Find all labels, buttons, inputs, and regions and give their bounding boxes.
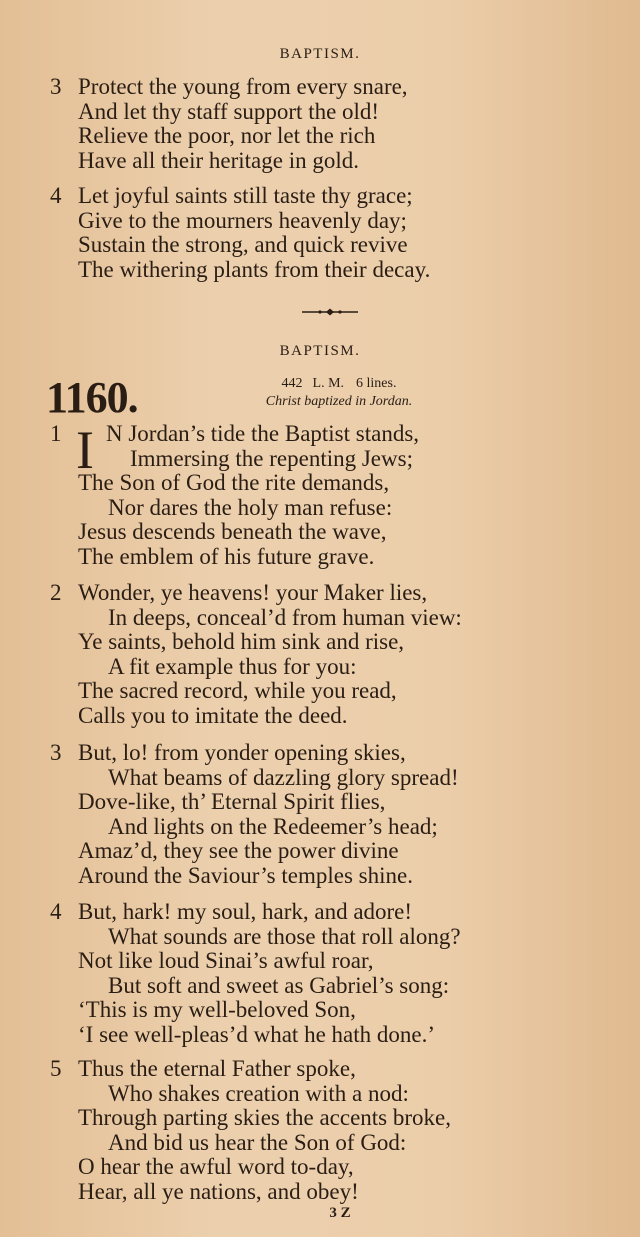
verse-line: The Son of God the rite demands, xyxy=(78,470,390,495)
verse-line: ‘This is my well-beloved Son, xyxy=(78,997,356,1022)
verse-line: Jesus descends beneath the wave, xyxy=(78,519,387,544)
hymn-stanza-3 xyxy=(50,741,620,888)
running-head: BAPTISM. xyxy=(279,46,361,62)
verse-line: And let thy staff support the old! xyxy=(78,98,380,124)
verse-line: Not like loud Sinai’s awful roar, xyxy=(78,948,374,973)
verse-line: Calls you to imitate the deed. xyxy=(78,702,348,728)
verse-line: Sustain the strong, and quick revive xyxy=(78,232,408,257)
verse-line: Relieve the poor, nor let the rich xyxy=(78,123,376,148)
lines-count: 6 lines. xyxy=(356,376,397,391)
verse-line: Who shakes creation with a nod: xyxy=(108,1080,409,1106)
verse-line: Wonder, ye heavens! your Maker lies, xyxy=(78,580,428,605)
verse-line: Dove-like, th’ Eternal Spirit flies, xyxy=(78,789,386,814)
verse-line: ‘I see well-pleas’d what he hath done.’ xyxy=(78,1021,435,1047)
stanza-number: 1 xyxy=(50,421,62,446)
verse-line: And bid us hear the Son of God: xyxy=(108,1129,407,1155)
drop-cap: I xyxy=(76,420,94,480)
verse-line: Amaz’d, they see the power divine xyxy=(78,838,399,863)
verse-line: But, hark! my soul, hark, and adore! xyxy=(78,899,413,924)
verse-line: In deeps, conceal’d from human view: xyxy=(108,604,462,630)
verse-line: Immersing the repenting Jews; xyxy=(130,445,413,471)
hymn-stanza-1 xyxy=(50,422,620,569)
verse-line: Give to the mourners heavenly day; xyxy=(78,207,407,233)
hymn-number: 1160. xyxy=(46,373,138,422)
verse-line: But soft and sweet as Gabriel’s song: xyxy=(108,972,450,998)
signature-mark: 3 Z xyxy=(329,1205,351,1221)
stanza-number: 3 xyxy=(50,740,62,765)
hymn-subtitle: Christ baptized in Jordan. xyxy=(265,394,413,409)
stanza-number: 2 xyxy=(50,580,62,605)
prev-stanza-3 xyxy=(50,75,620,173)
verse-line: But, lo! from yonder opening skies, xyxy=(78,740,406,765)
section-divider-ornament xyxy=(300,307,360,317)
hymn-stanza-4 xyxy=(50,900,620,1047)
verse-line: Around the Saviour’s temples shine. xyxy=(78,862,413,888)
verse-line: Let joyful saints still taste thy grace; xyxy=(78,183,413,208)
stanza-number: 3 xyxy=(50,74,62,99)
verse-line: What sounds are those that roll along? xyxy=(108,923,461,949)
verse-line: A fit example thus for you: xyxy=(108,653,357,679)
hymn-stanza-5 xyxy=(50,1057,620,1204)
verse-line: O hear the awful word to-day, xyxy=(78,1154,354,1179)
hymn-stanza-2 xyxy=(50,581,620,728)
verse-line: And lights on the Redeemer’s head; xyxy=(108,813,438,839)
verse-line: Nor dares the holy man refuse: xyxy=(108,494,393,520)
verse-line: The sacred record, while you read, xyxy=(78,678,397,703)
stanza-number: 4 xyxy=(50,899,62,924)
verse-line: Thus the eternal Father spoke, xyxy=(78,1056,356,1081)
verse-line: The emblem of his future grave. xyxy=(78,543,375,569)
metre: L. M. xyxy=(312,376,345,391)
verse-line: N Jordan’s tide the Baptist stands, xyxy=(106,421,420,446)
tune-number: 442 xyxy=(281,376,303,391)
verse-line: Through parting skies the accents broke, xyxy=(78,1105,451,1130)
verse-line: What beams of dazzling glory spread! xyxy=(108,764,459,790)
verse-line: Protect the young from every snare, xyxy=(78,74,408,99)
hymn-meta xyxy=(224,375,454,411)
stanza-number: 4 xyxy=(50,183,62,208)
verse-line: Hear, all ye nations, and obey! xyxy=(78,1178,359,1204)
verse-line: Ye saints, behold him sink and rise, xyxy=(78,629,405,654)
section-heading: BAPTISM. xyxy=(279,343,361,359)
stanza-number: 5 xyxy=(50,1056,62,1081)
verse-line: The withering plants from their decay. xyxy=(78,256,431,282)
prev-stanza-4 xyxy=(50,184,620,282)
verse-line: Have all their heritage in gold. xyxy=(78,147,360,173)
